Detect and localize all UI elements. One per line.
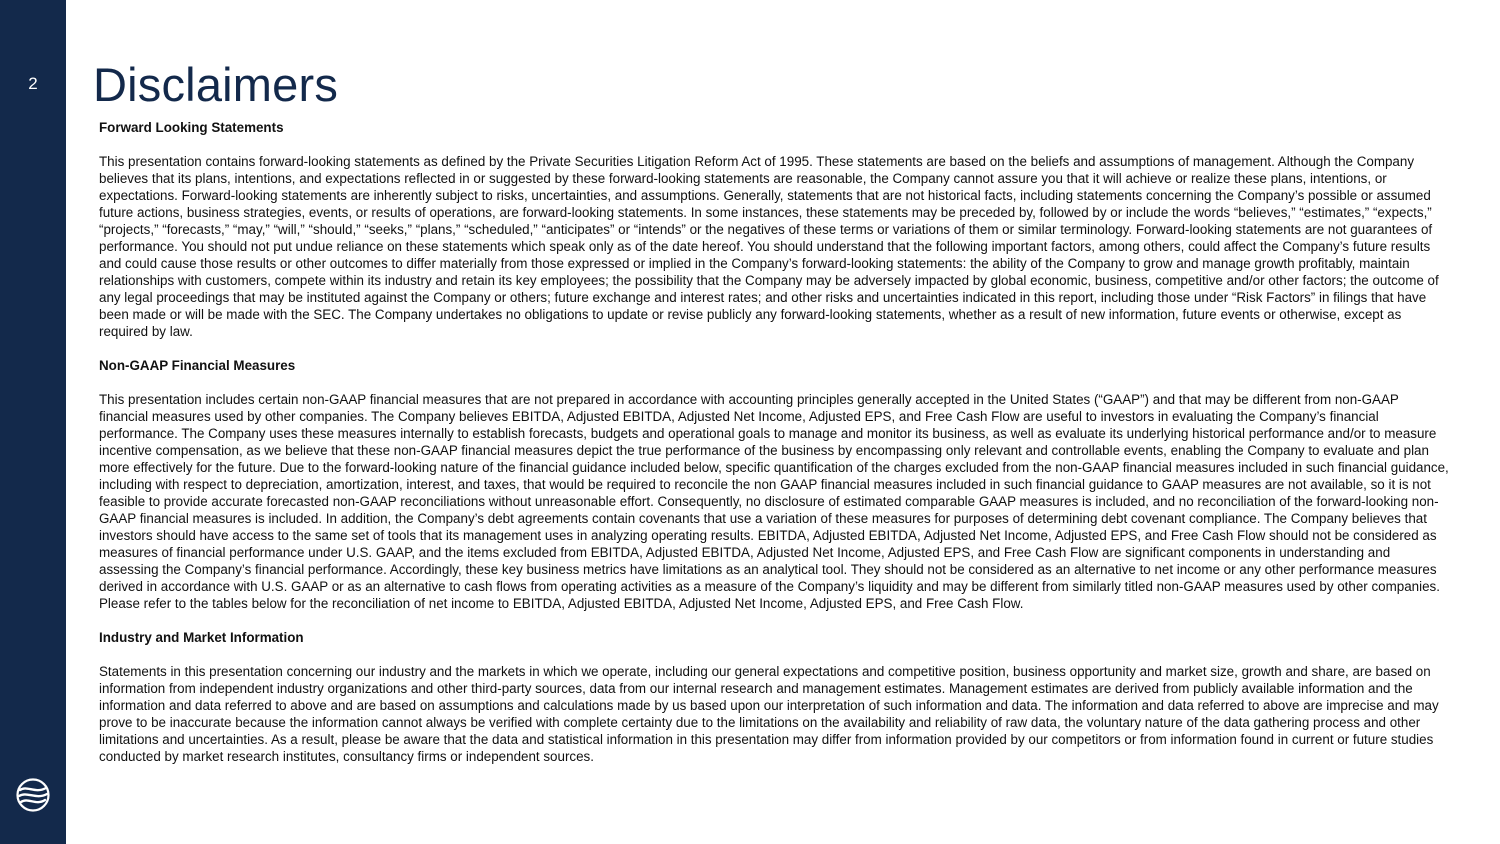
section-heading: Industry and Market Information (99, 630, 304, 645)
section-body: This presentation includes certain non-GAAP financial measures that are not prepared in accordance with accounting principles generally accepted in the United States (“GAAP”) and that may be different from non-GAAP financial measures used by other companies. The Company believes EBITDA, Adjusted EBITDA, Adjusted Net Income, Adjusted EPS, and Free Cash Flow are useful to investors in evaluating the Company’s financial performance. The Company uses these measures internally to establish forecasts, budgets and operational goals to manage and monitor its business, as well as evaluate its underlying historical performance and/or to measure incentive compensation, as we believe that these non-GAAP financial measures depict the true performance of the business by encompassing only relevant and controllable events, enabling the Company to evaluate and plan more effectively for the future. Due to the forward-looking nature of the financial guidance included below, specific quantification of the charges excluded from the non-GAAP financial measures included in such financial guidance, including with respect to depreciation, amortization, interest, and taxes, that would be required to reconcile the non GAAP financial measures included in such financial guidance to GAAP measures are not available, so it is not feasible to provide accurate forecasted non-GAAP reconciliations without unreasonable effort. Consequently, no disclosure of estimated comparable GAAP measures is included, and no reconciliation of the forward-looking non-GAAP financial measures is included. In addition, the Company’s debt agreements contain covenants that use a variation of these measures for purposes of determining debt covenant compliance. The Company believes that investors should have access to the same set of tools that its management uses in analyzing operating results. EBITDA, Adjusted EBITDA, Adjusted Net Income, Adjusted EPS, and Free Cash Flow should not be considered as measures of financial performance under U.S. GAAP, and the items excluded from EBITDA, Adjusted EBITDA, Adjusted Net Income, Adjusted EPS, and Free Cash Flow are significant components in understanding and assessing the Company’s financial performance. Accordingly, these key business metrics have limitations as an analytical tool. They should not be considered as an alternative to net income or any other performance measures derived in accordance with U.S. GAAP or as an alternative to cash flows from operating activities as a measure of the Company’s liquidity and may be different from similarly titled non-GAAP measures used by other companies. Please refer to the tables below for the reconciliation of net income to EBITDA, Adjusted EBITDA, Adjusted Net Income, Adjusted EPS, and Free Cash Flow. (99, 392, 1449, 611)
brand-logo-icon (16, 778, 50, 812)
section-heading: Non-GAAP Financial Measures (99, 358, 296, 373)
disclaimer-content (99, 119, 1451, 765)
page-number: 2 (28, 74, 38, 93)
sidebar (0, 0, 66, 844)
section-heading: Forward Looking Statements (99, 120, 284, 135)
section-body: Statements in this presentation concerning our industry and the markets in which we operate, including our general expectations and competitive position, business opportunity and market size, growth and share, are based on information from independent industry organizations and other third-party sources, data from our internal research and management estimates. Management estimates are derived from publicly available information and the information and data referred to above and are based on assumptions and calculations made by us based upon our interpretation of such information and data. The information and data referred to above are imprecise and may prove to be inaccurate because the information cannot always be verified with complete certainty due to the limitations on the availability and reliability of raw data, the voluntary nature of the data gathering process and other limitations and uncertainties. As a result, please be aware that the data and statistical information in this presentation may differ from information provided by our competitors or from information found in current or future studies conducted by market research institutes, consultancy firms or independent sources. (99, 664, 1439, 764)
page-title: Disclaimers (93, 58, 339, 111)
section-industry-market (99, 629, 1451, 765)
section-body: This presentation contains forward-looking statements as defined by the Private Securities Litigation Reform Act of 1995. These statements are based on the beliefs and assumptions of management. Although the Company believes that its plans, intentions, and expectations reflected in or suggested by these forward-looking statements are reasonable, the Company cannot assure you that it will achieve or realize these plans, intentions, or expectations. Forward-looking statements are inherently subject to risks, uncertainties, and assumptions. Generally, statements that are not historical facts, including statements concerning the Company’s possible or assumed future actions, business strategies, events, or results of operations, are forward-looking statements. In some instances, these statements may be preceded by, followed by or include the words “believes,” “estimates,” “expects,” “projects,” “forecasts,” “may,” “will,” “should,” “seeks,” “plans,” “scheduled,” “anticipates” or “intends” or the negatives of these terms or variations of them or similar terminology. Forward-looking statements are not guarantees of performance. You should not put undue reliance on these statements which speak only as of the date hereof. You should understand that the following important factors, among others, could affect the Company’s future results and could cause those results or other outcomes to differ materially from those expressed or implied in the Company’s forward-looking statements: the ability of the Company to grow and manage growth profitably, maintain relationships with customers, compete within its industry and retain its key employees; the possibility that the Company may be adversely impacted by global economic, business, competitive and/or other factors; the outcome of any legal proceedings that may be instituted against the Company or others; future exchange and interest rates; and other risks and uncertainties indicated in this report, including those under “Risk Factors” in filings that have been made or will be made with the SEC. The Company undertakes no obligations to update or revise publicly any forward-looking statements, whether as a result of new information, future events or otherwise, except as required by law. (99, 154, 1439, 339)
section-forward-looking (99, 119, 1451, 340)
section-non-gaap (99, 357, 1451, 612)
